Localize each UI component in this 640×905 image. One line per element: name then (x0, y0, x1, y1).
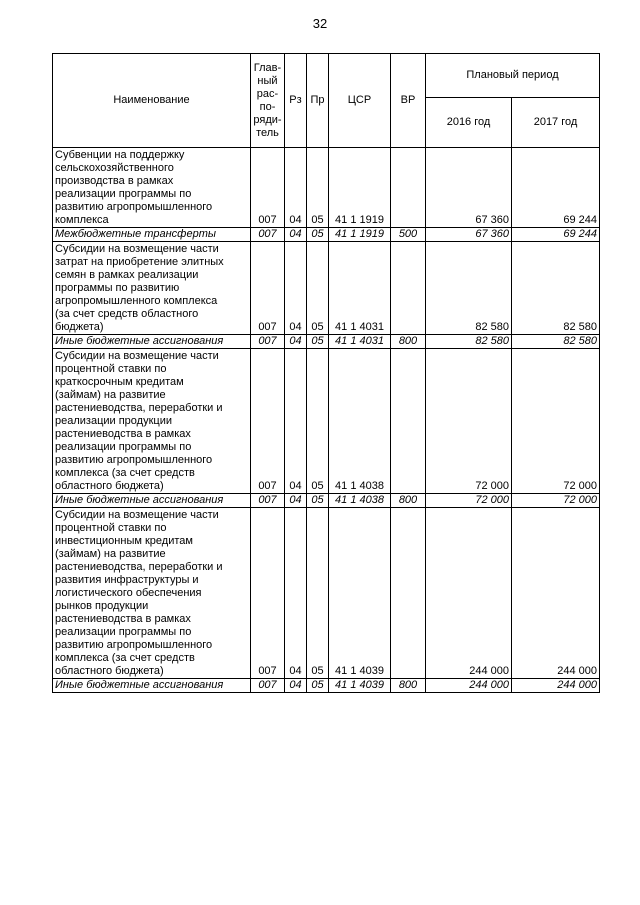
row-csr: 41 1 1919 (329, 148, 391, 228)
row-name-line: развитию агропромышленного (55, 201, 213, 213)
row-vr (391, 508, 426, 679)
row-name-line: растениеводства в рамках (55, 613, 191, 625)
row-name-line: (займам) на развитие (55, 548, 166, 560)
header-glavny-line: тель (256, 126, 279, 139)
row-value-2016: 244 000 (426, 508, 512, 679)
row-name-line: областного бюджета) (55, 480, 164, 492)
row-value-2017: 72 000 (512, 349, 600, 494)
row-name (53, 242, 251, 335)
header-name: Наименование (53, 54, 251, 148)
row-pr: 05 (307, 228, 329, 242)
row-name-line: реализации продукции (55, 415, 172, 427)
row-name-line: (за счет средств областного (55, 308, 199, 320)
row-vr: 800 (391, 494, 426, 508)
row-name-line: процентной ставки по (55, 363, 167, 375)
row-name-line: бюджета) (55, 321, 104, 333)
row-csr: 41 1 1919 (329, 228, 391, 242)
row-name: Межбюджетные трансферты (53, 228, 251, 242)
row-name-line: процентной ставки по (55, 522, 167, 534)
header-glavny-rasporyaditel (251, 54, 285, 148)
row-name (53, 148, 251, 228)
row-pr: 05 (307, 494, 329, 508)
row-value-2017: 82 580 (512, 335, 600, 349)
row-csr: 41 1 4038 (329, 494, 391, 508)
row-name-line: Субсидии на возмещение части (55, 350, 219, 362)
row-glavny: 007 (251, 228, 285, 242)
header-glavny-line: ряди- (253, 113, 282, 126)
row-name-line: инвестиционным кредитам (55, 535, 193, 547)
row-glavny: 007 (251, 349, 285, 494)
row-name-line: развитию агропромышленного (55, 454, 213, 466)
row-vr: 500 (391, 228, 426, 242)
row-pr: 05 (307, 679, 329, 693)
row-value-2017: 244 000 (512, 508, 600, 679)
row-value-2016: 72 000 (426, 494, 512, 508)
row-name-line: реализации программы по (55, 441, 192, 453)
row-value-2017: 69 244 (512, 228, 600, 242)
table-subrow (53, 335, 600, 349)
row-name-line: агропромышленного комплекса (55, 295, 218, 307)
table-subrow (53, 228, 600, 242)
row-glavny: 007 (251, 242, 285, 335)
header-vr: ВР (391, 54, 426, 148)
row-vr (391, 349, 426, 494)
row-name-line: рынков продукции (55, 600, 149, 612)
row-name-line: семян в рамках реализации (55, 269, 199, 281)
header-year-2017: 2017 год (512, 98, 600, 148)
row-name-line: (займам) на развитие (55, 389, 166, 401)
row-value-2017: 244 000 (512, 679, 600, 693)
header-csr: ЦСР (329, 54, 391, 148)
row-value-2016: 67 360 (426, 148, 512, 228)
row-glavny: 007 (251, 508, 285, 679)
table-row (53, 349, 600, 494)
row-name-line: растениеводства, переработки и (55, 561, 223, 573)
row-name-line: реализации программы по (55, 188, 192, 200)
table-row (53, 508, 600, 679)
row-pr: 05 (307, 242, 329, 335)
row-name-line: производства в рамках (55, 175, 174, 187)
row-name-line: программы по развитию (55, 282, 180, 294)
row-glavny: 007 (251, 335, 285, 349)
row-name-line: реализации программы по (55, 626, 192, 638)
row-pr: 05 (307, 335, 329, 349)
row-pr: 05 (307, 148, 329, 228)
row-rz: 04 (285, 679, 307, 693)
table-row (53, 148, 600, 228)
row-name (53, 349, 251, 494)
row-name-line: развитию агропромышленного (55, 639, 213, 651)
row-name-line: затрат на приобретение элитных (55, 256, 224, 268)
row-value-2016: 82 580 (426, 335, 512, 349)
table-subrow (53, 679, 600, 693)
row-vr (391, 242, 426, 335)
header-glavny-line: ный (257, 74, 278, 87)
header-glavny-line: Глав- (253, 61, 282, 74)
row-name-line: краткосрочным кредитам (55, 376, 184, 388)
row-vr: 800 (391, 679, 426, 693)
row-csr: 41 1 4039 (329, 508, 391, 679)
row-name-line: областного бюджета) (55, 665, 164, 677)
row-rz: 04 (285, 148, 307, 228)
row-glavny: 007 (251, 494, 285, 508)
table-subrow (53, 494, 600, 508)
row-value-2017: 69 244 (512, 148, 600, 228)
row-name-line: растениеводства, переработки и (55, 402, 223, 414)
budget-table (52, 53, 600, 693)
row-rz: 04 (285, 349, 307, 494)
row-value-2017: 82 580 (512, 242, 600, 335)
page-number: 32 (312, 16, 328, 31)
row-glavny: 007 (251, 679, 285, 693)
row-rz: 04 (285, 335, 307, 349)
row-name-line: комплекса (55, 214, 109, 226)
header-year-2016: 2016 год (426, 98, 512, 148)
row-csr: 41 1 4031 (329, 335, 391, 349)
row-name-line: комплекса (за счет средств (55, 652, 195, 664)
row-name-line: развития инфраструктуры и (55, 574, 199, 586)
row-name-line: Субвенции на поддержку (55, 149, 185, 161)
row-rz: 04 (285, 242, 307, 335)
row-csr: 41 1 4038 (329, 349, 391, 494)
row-csr: 41 1 4031 (329, 242, 391, 335)
row-rz: 04 (285, 508, 307, 679)
header-glavny-line: рас- (256, 87, 279, 100)
header-glavny-line: по- (259, 100, 276, 113)
row-rz: 04 (285, 494, 307, 508)
row-name (53, 508, 251, 679)
row-name-line: комплекса (за счет средств (55, 467, 195, 479)
table-row (53, 242, 600, 335)
row-name-line: Субсидии на возмещение части (55, 509, 219, 521)
row-value-2016: 244 000 (426, 679, 512, 693)
row-glavny: 007 (251, 148, 285, 228)
row-value-2016: 67 360 (426, 228, 512, 242)
row-value-2016: 72 000 (426, 349, 512, 494)
header-pr: Пр (307, 54, 329, 148)
row-name-line: логистического обеспечения (55, 587, 202, 599)
row-value-2016: 82 580 (426, 242, 512, 335)
row-name: Иные бюджетные ассигнования (53, 335, 251, 349)
row-pr: 05 (307, 508, 329, 679)
header-rz: Рз (285, 54, 307, 148)
row-pr: 05 (307, 349, 329, 494)
row-vr (391, 148, 426, 228)
row-name: Иные бюджетные ассигнования (53, 494, 251, 508)
row-rz: 04 (285, 228, 307, 242)
row-name-line: растениеводства в рамках (55, 428, 191, 440)
row-csr: 41 1 4039 (329, 679, 391, 693)
header-planned-period: Плановый период (426, 54, 600, 98)
row-name-line: сельскохозяйственного (55, 162, 174, 174)
row-value-2017: 72 000 (512, 494, 600, 508)
row-name-line: Субсидии на возмещение части (55, 243, 219, 255)
row-vr: 800 (391, 335, 426, 349)
row-name: Иные бюджетные ассигнования (53, 679, 251, 693)
